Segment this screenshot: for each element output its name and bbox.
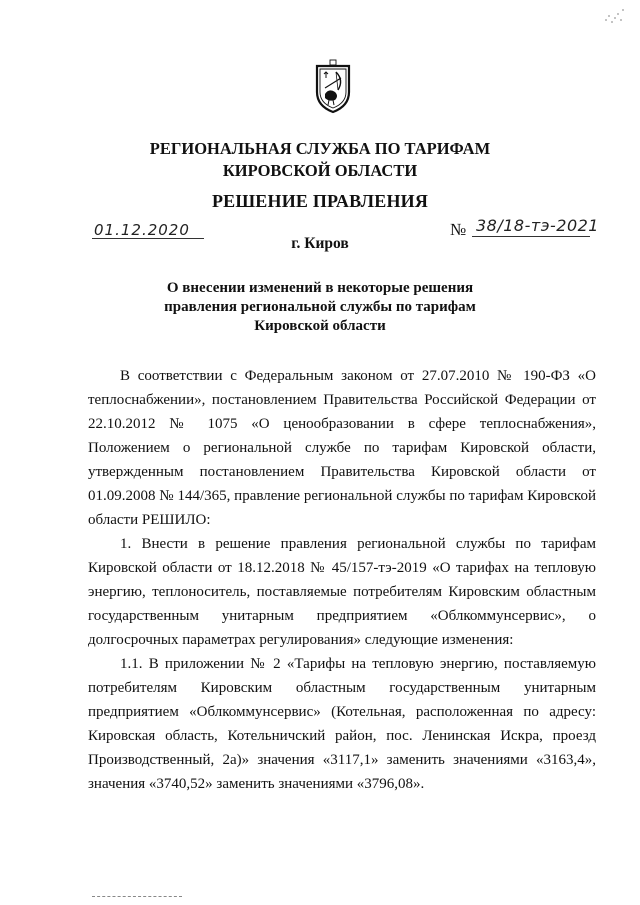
subject-line1: О внесении изменений в некоторые решения: [166, 280, 474, 296]
decision-body: [88, 364, 596, 796]
agency-name-line2: КИРОВСКОЙ ОБЛАСТИ: [222, 161, 418, 180]
preamble-paragraph: В соответствии с Федеральным законом от 27.07.2010 № 190-ФЗ «О теплоснабжении», постановлением Правительства Российской Федерации от 22.10.2012 № 1075 «О ценообразовании в сфере теплоснабжения», Положением о региональной службе по тарифам Кировской области, утвержденным постановлением Правительства Кировской области от 01.09.2008 № 144/365, правление региональной службы по тарифам Кировской области РЕШИЛО:: [88, 368, 596, 528]
item-1-1-paragraph: 1.1. В приложении № 2 «Тарифы на тепловую энергию, поставляемую потребителям Кировским областным государственным унитарным предприятием «Облкоммунсервис» (Котельная, расположенная по адресу: Кировская область, Котельничский район, пос. Ленинская Искра, проезд Производственный, 2а)» значения «3117,1» заменить значениями «3163,4», значения «3740,52» заменить значениями «3796,08».: [88, 656, 596, 792]
corner-dots-mark: [602, 6, 626, 26]
decision-subject: [150, 279, 490, 336]
agency-name-line1: РЕГИОНАЛЬНАЯ СЛУЖБА ПО ТАРИФАМ: [149, 139, 491, 158]
subject-line2: правления региональной службы по тарифам: [164, 299, 476, 315]
handwritten-number: 38/18-тэ-2021: [476, 216, 599, 235]
kirov-coat-of-arms-icon: [313, 58, 353, 114]
decision-title: РЕШЕНИЕ ПРАВЛЕНИЯ: [211, 191, 429, 211]
footer-rule: [92, 896, 182, 897]
number-sign: №: [450, 220, 467, 239]
item-1-paragraph: 1. Внести в решение правления региональной службы по тарифам Кировской области от 18.12.2018 № 45/157-тэ-2019 «О тарифах на тепловую энергию, теплоноситель, поставляемые потребителям Кировским областным государственным унитарным предприятием «Облкоммунсервис», о долгосрочных параметрах регулирования» следующие изменения:: [88, 536, 596, 648]
subject-line3: Кировской области: [254, 318, 386, 334]
handwritten-date: 01.12.2020: [94, 221, 190, 239]
city-line: г. Киров: [291, 235, 349, 252]
